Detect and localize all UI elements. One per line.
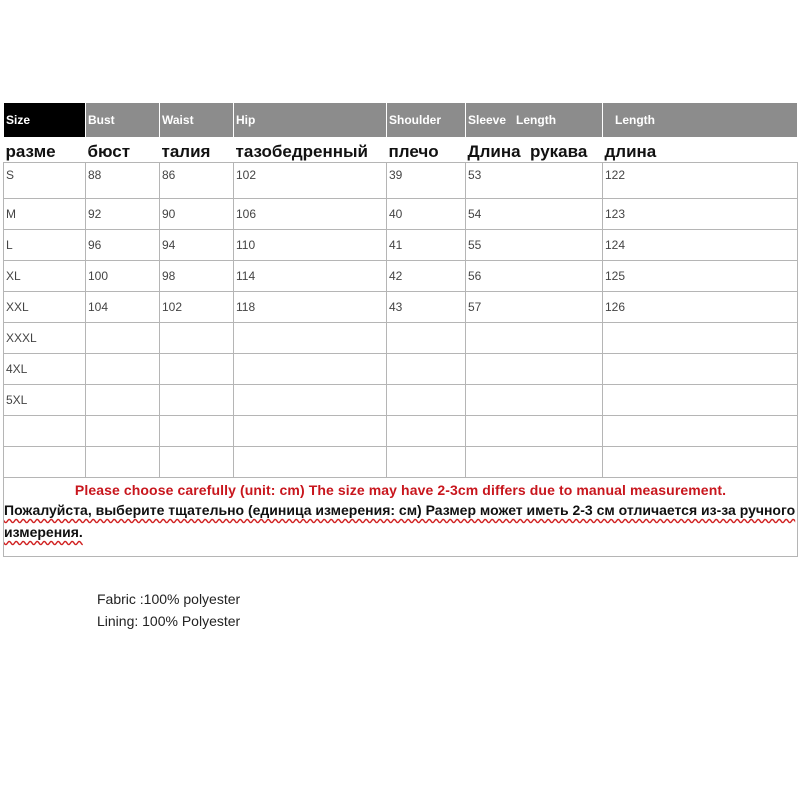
- cell-sleeve-length: [466, 354, 603, 385]
- cell-hip: [234, 323, 387, 354]
- cell-hip: [234, 385, 387, 416]
- cell-size: [4, 447, 86, 478]
- cell-bust: [86, 416, 160, 447]
- cell-length: 124: [603, 230, 798, 261]
- cell-size: XL: [4, 261, 86, 292]
- cell-length: [603, 354, 798, 385]
- header-shoulder: Shoulder: [387, 103, 466, 138]
- cell-length: [603, 416, 798, 447]
- header-ru-shoulder: плечо: [388, 142, 439, 161]
- cell-bust: 96: [86, 230, 160, 261]
- cell-bust: [86, 323, 160, 354]
- cell-waist: [160, 354, 234, 385]
- cell-hip: [234, 447, 387, 478]
- cell-size: 5XL: [4, 385, 86, 416]
- cell-length: 122: [603, 163, 798, 199]
- cell-bust: 104: [86, 292, 160, 323]
- cell-shoulder: [387, 354, 466, 385]
- cell-waist: [160, 416, 234, 447]
- cell-hip: 106: [234, 199, 387, 230]
- cell-hip: [234, 416, 387, 447]
- header-ru-waist: талия: [161, 142, 211, 161]
- cell-sleeve-length: [466, 385, 603, 416]
- cell-sleeve-length: [466, 416, 603, 447]
- cell-shoulder: 42: [387, 261, 466, 292]
- cell-sleeve-length: 55: [466, 230, 603, 261]
- header-sleeve-length: Sleeve Length: [466, 103, 603, 138]
- cell-length: 125: [603, 261, 798, 292]
- cell-length: 126: [603, 292, 798, 323]
- header-hip: Hip: [234, 103, 387, 138]
- header-ru-length: длина: [604, 142, 657, 161]
- note-english: Please choose carefully (unit: cm) The size may have 2-3cm differs due to manual measurement.: [74, 482, 727, 498]
- table-row: [4, 261, 798, 292]
- header-size: Size: [4, 103, 86, 138]
- cell-shoulder: 43: [387, 292, 466, 323]
- cell-length: [603, 447, 798, 478]
- cell-length: [603, 323, 798, 354]
- cell-size: S: [4, 163, 86, 199]
- table-row: [4, 354, 798, 385]
- cell-size: M: [4, 199, 86, 230]
- cell-waist: 98: [160, 261, 234, 292]
- cell-sleeve-length: [466, 323, 603, 354]
- table-row: [4, 292, 798, 323]
- cell-bust: [86, 385, 160, 416]
- cell-waist: 90: [160, 199, 234, 230]
- cell-bust: 92: [86, 199, 160, 230]
- table-row: [4, 447, 798, 478]
- cell-size: L: [4, 230, 86, 261]
- header-ru-bust: бюст: [87, 142, 131, 161]
- cell-waist: [160, 385, 234, 416]
- note-cell: [4, 478, 798, 557]
- size-table: [3, 102, 798, 557]
- header-waist: Waist: [160, 103, 234, 138]
- table-row: [4, 163, 798, 199]
- cell-bust: [86, 354, 160, 385]
- table-row: [4, 230, 798, 261]
- cell-bust: 88: [86, 163, 160, 199]
- cell-sleeve-length: 56: [466, 261, 603, 292]
- cell-length: [603, 385, 798, 416]
- cell-shoulder: [387, 447, 466, 478]
- table-row: [4, 385, 798, 416]
- cell-waist: 94: [160, 230, 234, 261]
- cell-shoulder: 39: [387, 163, 466, 199]
- cell-shoulder: 41: [387, 230, 466, 261]
- header-row-english: [4, 103, 798, 138]
- table-row: [4, 199, 798, 230]
- header-length: Length: [603, 103, 798, 138]
- size-chart: [3, 102, 798, 557]
- cell-sleeve-length: 57: [466, 292, 603, 323]
- cell-waist: [160, 323, 234, 354]
- cell-hip: 110: [234, 230, 387, 261]
- table-row: [4, 323, 798, 354]
- table-row: [4, 416, 798, 447]
- cell-sleeve-length: [466, 447, 603, 478]
- header-ru-hip: тазобедренный: [235, 142, 368, 161]
- cell-waist: 86: [160, 163, 234, 199]
- cell-length: 123: [603, 199, 798, 230]
- note-russian: Пожалуйста, выберите тщательно (единица измерения: см) Размер может иметь 2-3 см отличается из-за ручного измерения.: [4, 502, 796, 540]
- cell-hip: 118: [234, 292, 387, 323]
- fabric-text: Fabric :100% polyester: [97, 591, 241, 607]
- cell-sleeve-length: 53: [466, 163, 603, 199]
- header-bust: Bust: [86, 103, 160, 138]
- cell-hip: 114: [234, 261, 387, 292]
- cell-shoulder: [387, 323, 466, 354]
- cell-shoulder: 40: [387, 199, 466, 230]
- cell-shoulder: [387, 385, 466, 416]
- cell-size: XXL: [4, 292, 86, 323]
- note-row: [4, 478, 798, 557]
- cell-hip: 102: [234, 163, 387, 199]
- lining-text: Lining: 100% Polyester: [97, 613, 241, 629]
- cell-hip: [234, 354, 387, 385]
- cell-bust: [86, 447, 160, 478]
- cell-size: [4, 416, 86, 447]
- header-ru-size: разме: [5, 142, 56, 161]
- cell-waist: [160, 447, 234, 478]
- cell-shoulder: [387, 416, 466, 447]
- header-row-russian: [4, 138, 798, 163]
- cell-sleeve-length: 54: [466, 199, 603, 230]
- materials-info: [97, 588, 240, 632]
- header-ru-sleeve-length: Длина рукава: [467, 142, 588, 161]
- cell-waist: 102: [160, 292, 234, 323]
- cell-bust: 100: [86, 261, 160, 292]
- cell-size: XXXL: [4, 323, 86, 354]
- cell-size: 4XL: [4, 354, 86, 385]
